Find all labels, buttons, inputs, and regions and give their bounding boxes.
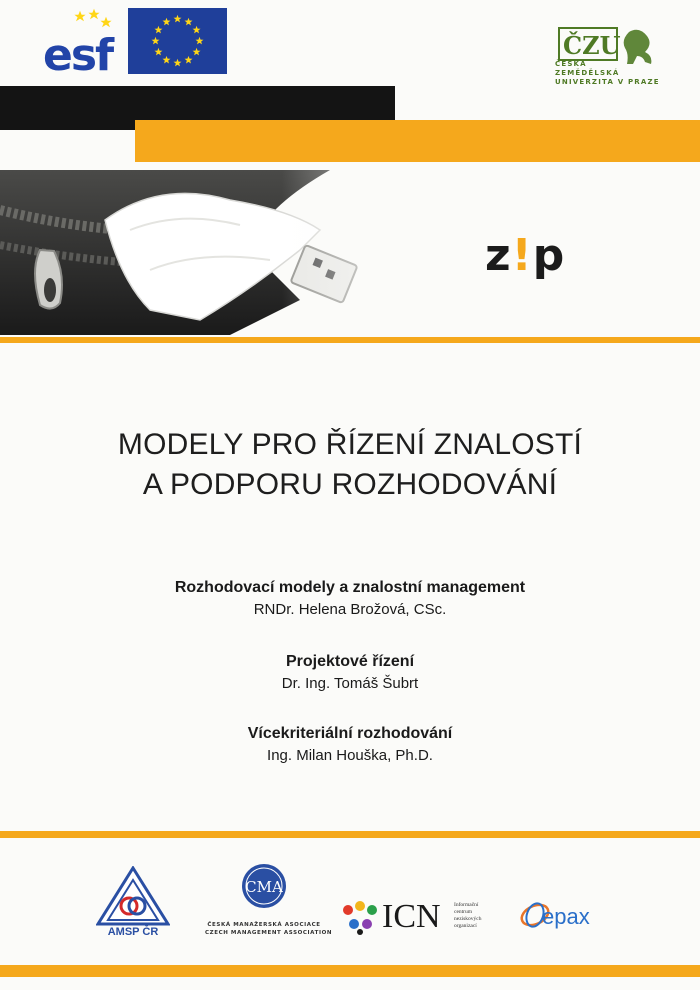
eu-star-icon: [185, 56, 193, 64]
section-2: [0, 651, 700, 695]
zip-logo-z: z: [485, 230, 512, 281]
esf-logo-text: esf: [43, 30, 113, 74]
section-2-author: Dr. Ing. Tomáš Šubrt: [281, 675, 419, 692]
czu-logo: [555, 26, 675, 98]
eu-star-icon: [196, 37, 204, 45]
section-1: [0, 577, 700, 621]
zipper-usb-illustration: [0, 170, 470, 335]
eu-star-icon: [174, 59, 182, 67]
zip-logo: [485, 230, 565, 281]
eu-star-icon: [154, 48, 162, 56]
eu-star-icon: [174, 15, 182, 23]
icn-caption: [454, 902, 482, 930]
section-2-title: Projektové řízení: [285, 653, 415, 670]
eu-flag: [128, 8, 227, 74]
icn-logo: [340, 898, 490, 942]
eu-star-icon: [154, 26, 162, 34]
epax-logo: [518, 896, 618, 940]
section-3-author: Ing. Milan Houška, Ph.D.: [267, 747, 433, 764]
icn-caption-line-2: centrum: [454, 909, 473, 915]
cma-line-2: CZECH MANAGEMENT ASSOCIATION: [205, 930, 333, 936]
orange-divider-bottom: [0, 831, 700, 838]
zip-logo-mark: !: [511, 230, 533, 281]
eu-star-icon: [163, 18, 171, 26]
amsp-logo: [96, 866, 170, 944]
icn-caption-line-4: organizací: [454, 923, 477, 929]
eu-star-icon: [193, 48, 201, 56]
cma-logo: [205, 862, 333, 942]
amsp-triangle-icon: [96, 866, 170, 926]
czu-monogram: ČZU: [563, 31, 621, 60]
cma-circle-icon: [205, 862, 323, 914]
hands-icon: [340, 900, 380, 936]
title-line-1: MODELY PRO ŘÍZENÍ ZNALOSTÍ: [117, 428, 583, 461]
amsp-label: AMSP ČR: [107, 926, 159, 938]
zip-logo-p: p: [532, 230, 566, 281]
eu-star-icon: [163, 56, 171, 64]
czu-text-line-2: ZEMĚDĚLSKÁ: [555, 69, 620, 77]
cma-monogram: CMA: [245, 878, 283, 896]
czu-text-line-3: UNIVERZITA V PRAZE: [555, 78, 660, 86]
eu-star-icon: [152, 37, 160, 45]
section-1-title: Rozhodovací modely a znalostní management: [174, 579, 526, 596]
icn-caption-line-3: neziskových: [454, 916, 482, 922]
section-3-title: Vícekriteriální rozhodování: [247, 725, 453, 742]
banner-photo: [0, 170, 470, 335]
cma-line-1: ČESKÁ MANAŽERSKÁ ASOCIACE: [207, 922, 321, 928]
section-1-author: RNDr. Helena Brožová, CSc.: [253, 601, 447, 618]
document-title: [0, 425, 700, 505]
esf-logo-graphic: [42, 6, 124, 74]
orange-band: [135, 120, 700, 162]
esf-logo: [42, 6, 124, 74]
eu-stars-icon: [128, 8, 227, 74]
section-3: [0, 723, 700, 767]
icn-caption-line-1: Informační: [454, 902, 479, 908]
eu-star-icon: [185, 18, 193, 26]
orange-footer-band: [0, 965, 700, 977]
title-line-2: A PODPORU ROZHODOVÁNÍ: [142, 468, 558, 501]
eu-star-icon: [193, 26, 201, 34]
icn-label: ICN: [382, 898, 441, 935]
czu-text-line-1: ČESKÁ: [555, 60, 587, 68]
epax-label: epax: [542, 904, 590, 929]
orange-divider-top: [0, 337, 700, 343]
